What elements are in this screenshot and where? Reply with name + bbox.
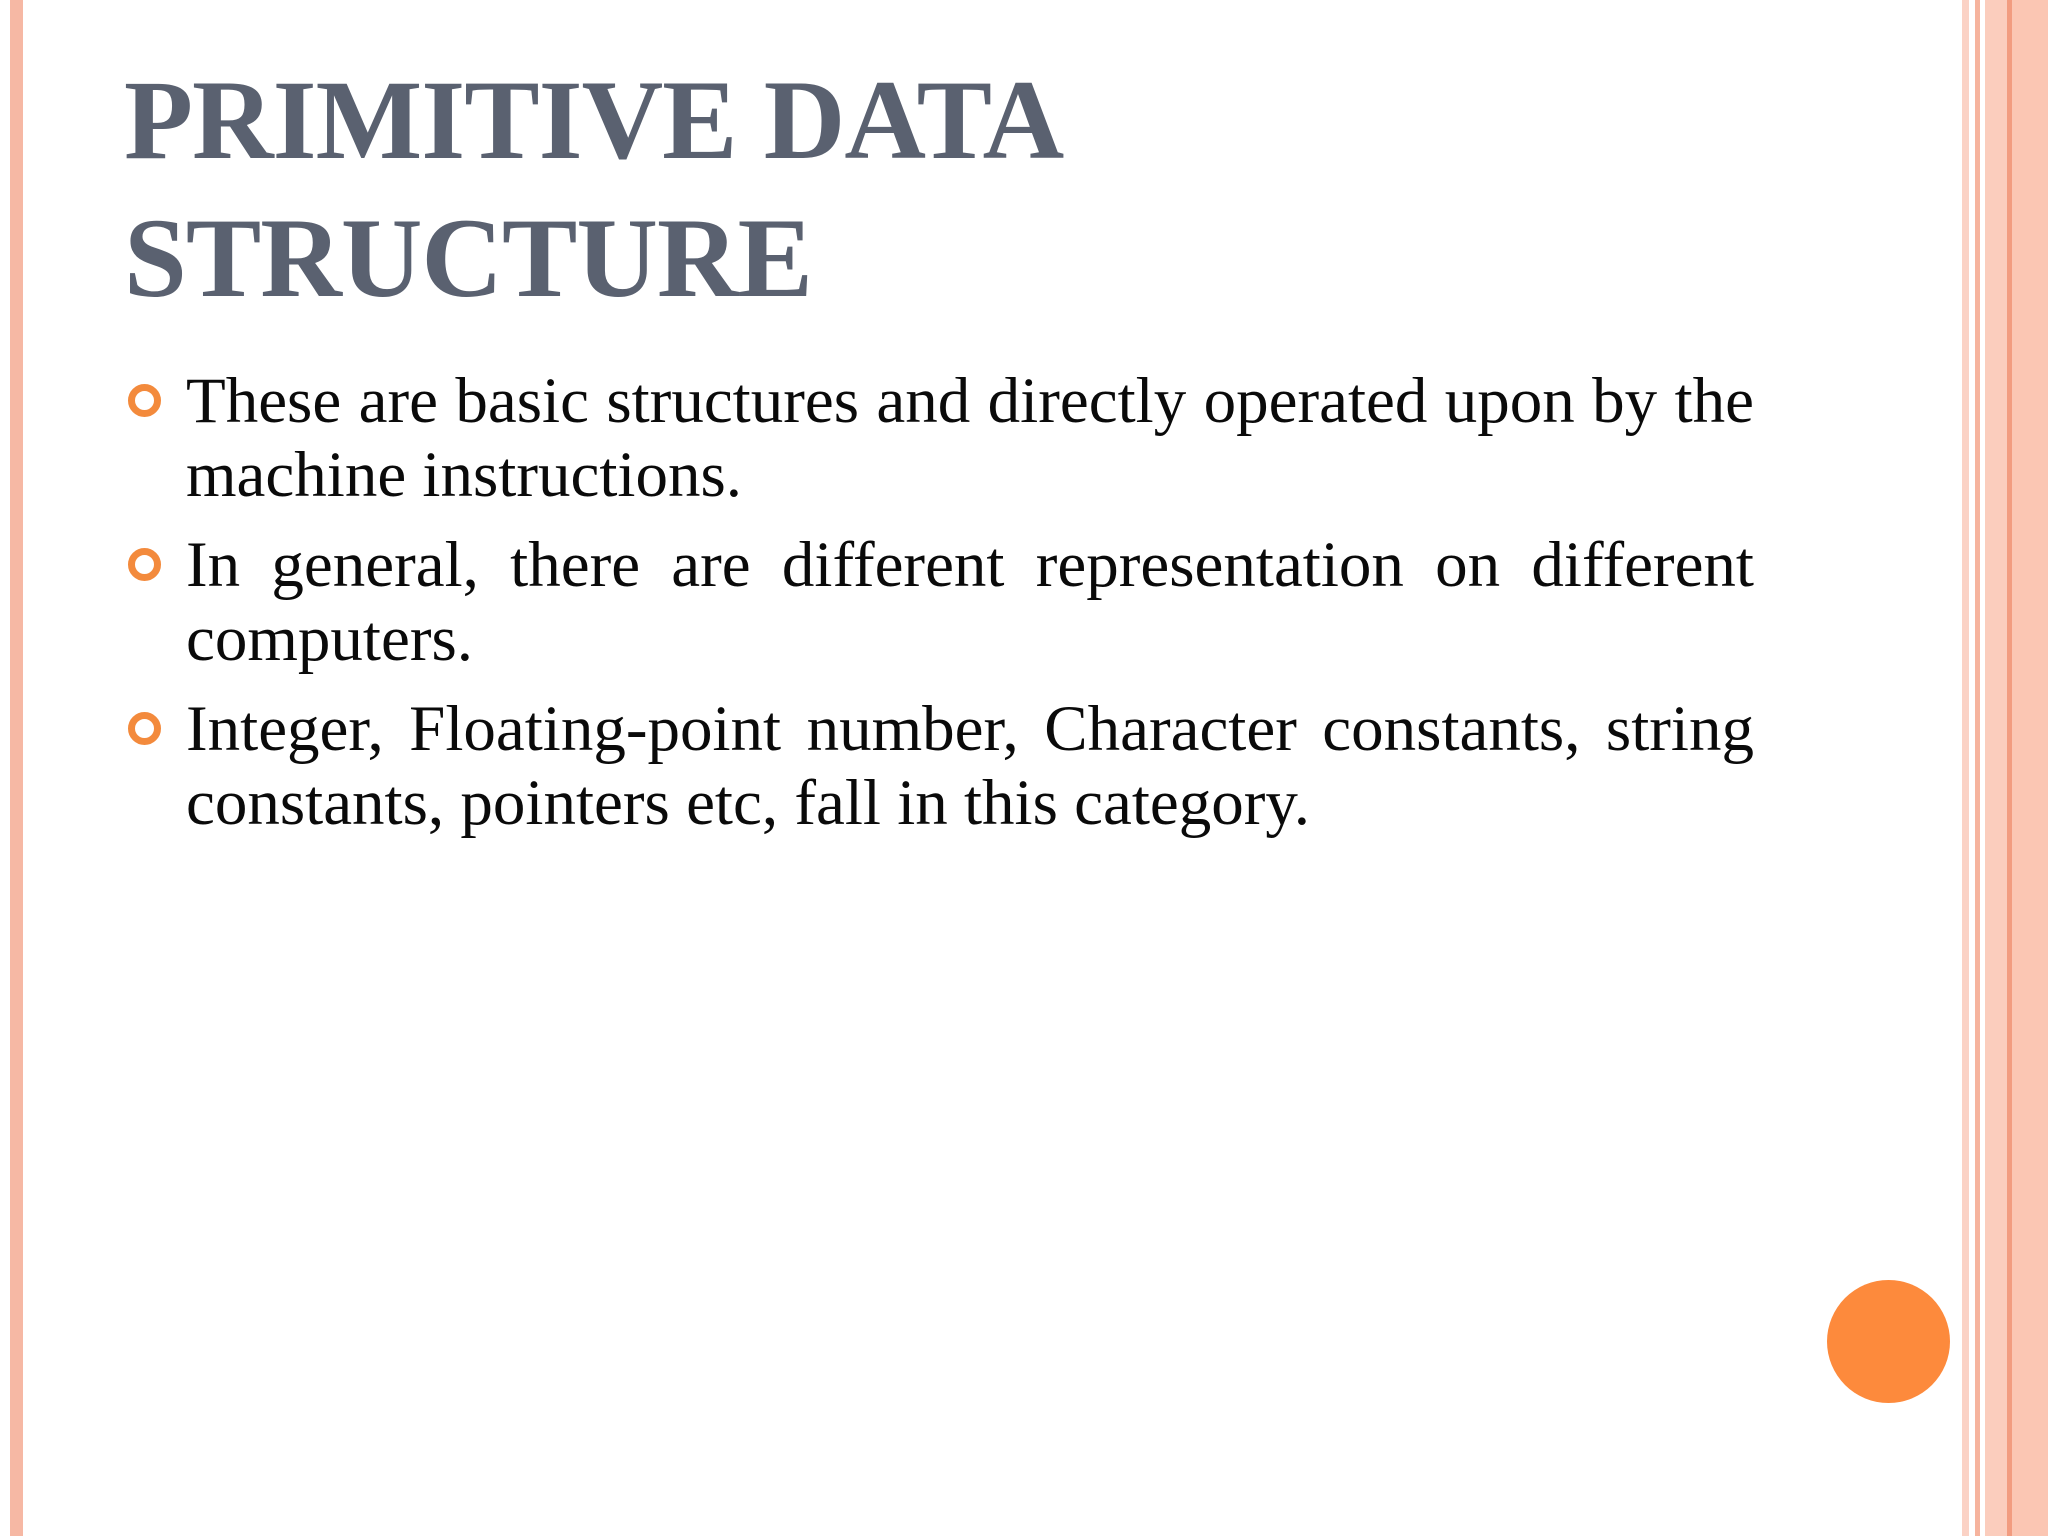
slide-title-line: PRIMITIVE DATA — [124, 58, 1064, 183]
ring-bullet-icon — [128, 548, 161, 581]
right-border-stripe — [2012, 0, 2048, 1536]
bullet-item — [124, 692, 1754, 840]
right-border-stripe — [1975, 0, 1980, 1536]
ring-bullet-icon — [128, 384, 161, 417]
bullet-text: These are basic structures and directly operated upon by the machine instructions. — [186, 365, 1754, 511]
left-border-stripe — [10, 0, 23, 1536]
bullet-text: Integer, Floating-point number, Character constants, string constants, pointers etc, fall in this category. — [186, 693, 1754, 839]
orange-circle-decoration — [1827, 1280, 1950, 1403]
bullet-list — [124, 364, 1754, 856]
bullet-text: In general, there are different representation on different computers. — [186, 529, 1754, 675]
slide-title — [124, 52, 1624, 328]
right-border-stripe — [1962, 0, 1969, 1536]
right-border-stripe — [1985, 0, 2007, 1536]
bullet-item — [124, 364, 1754, 512]
ring-bullet-icon — [128, 712, 161, 745]
bullet-item — [124, 528, 1754, 676]
slide-title-line: STRUCTURE — [124, 196, 812, 321]
